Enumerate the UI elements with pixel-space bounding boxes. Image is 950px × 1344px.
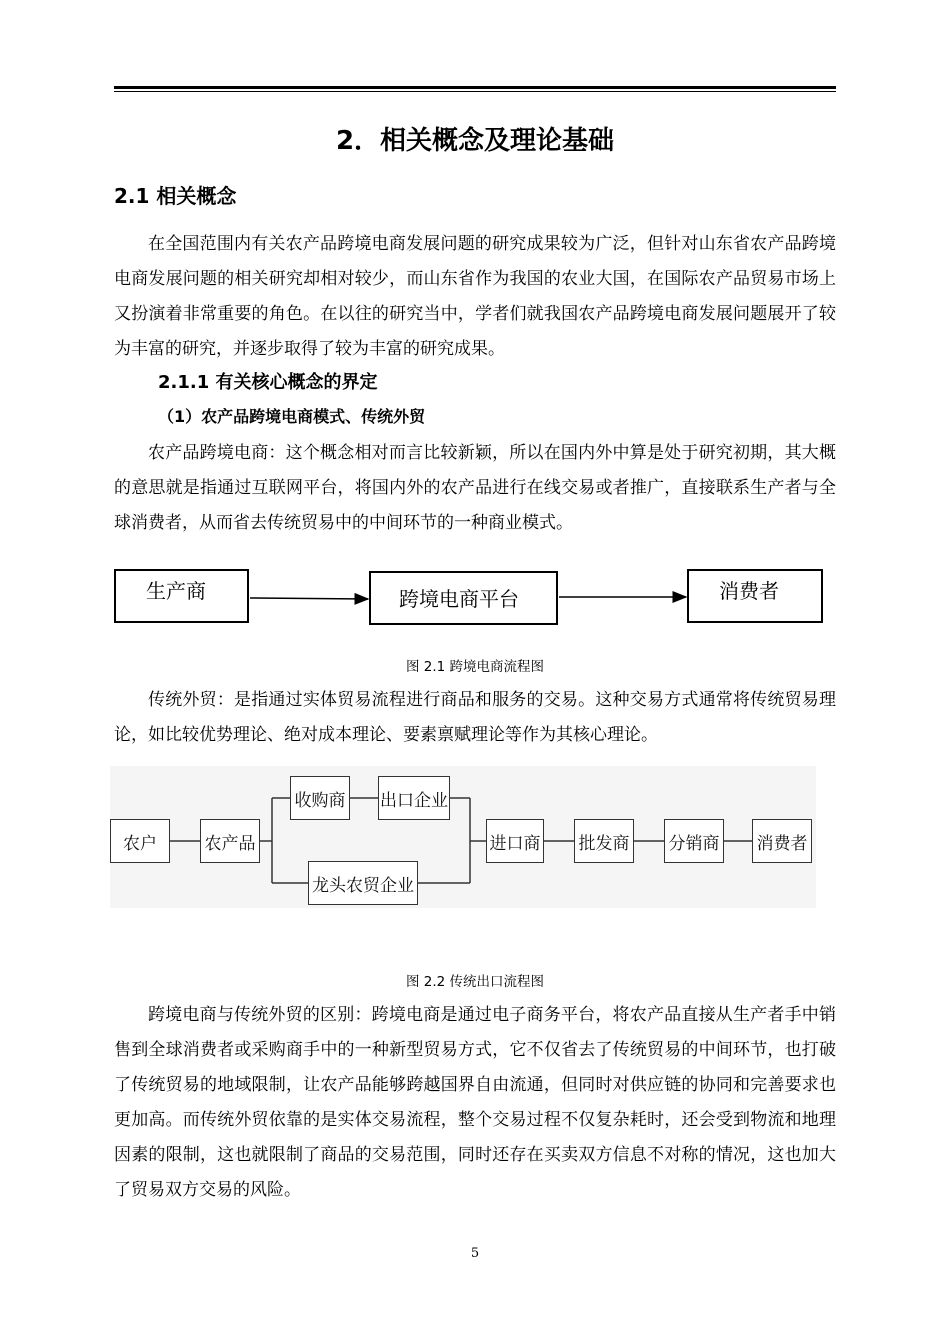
paragraph-intro: 在全国范围内有关农产品跨境电商发展问题的研究成果较为广泛，但针对山东省农产品跨境电商发展问题的相关研究却相对较少，而山东省作为我国的农业大国，在国际农产品贸易市场上又扮演着非常重要的角色。在以往的研究当中，学者们就我国农产品跨境电商发展问题展开了较为丰富的研究，并逐步取得了较为丰富的研究成果。 — [114, 234, 836, 359]
paragraph-traditional-trade-definition: 传统外贸：是指通过实体贸易流程进行商品和服务的交易。这种交易方式通常将传统贸易理论，如比较优势理论、绝对成本理论、要素禀赋理论等作为其核心理论。 — [114, 690, 836, 745]
figure2-caption: 图 2.2 传统出口流程图 — [405, 974, 545, 990]
export-label-purchaser: 收购商 — [294, 790, 346, 811]
export-box-distributor — [664, 819, 724, 863]
arrow-producer-to-platform — [250, 598, 368, 599]
export-label-leading-enterprise: 龙头农贸企业 — [312, 875, 414, 896]
export-box-farmer — [110, 819, 170, 863]
paragraph-differences: 跨境电商与传统外贸的区别：跨境电商是通过电子商务平台，将农产品直接从生产者手中销售到全球消费者或采购商手中的一种新型贸易方式，它不仅省去了传统贸易的中间环节，也打破了传统贸易的地域限制，让农产品能够跨越国界自由流通，但同时对供应链的协同和完善要求也更加高。而传统外贸依靠的是实体交易流程，整个交易过程不仅复杂耗时，还会受到物流和地理因素的限制，这也就限制了商品的交易范围，同时还存在买卖双方信息不对称的情况，这也加大了贸易双方交易的风险。 — [114, 1005, 836, 1200]
export-label-products: 农产品 — [204, 833, 256, 854]
header-rule-thick — [114, 86, 836, 89]
export-label-importer: 进口商 — [489, 833, 541, 854]
figure-traditional-export-flow — [110, 766, 816, 908]
export-label-distributor: 分销商 — [668, 833, 720, 854]
page-number: 5 — [470, 1246, 480, 1261]
section-heading: 2.1 相关概念 — [114, 184, 237, 208]
export-label-farmer: 农户 — [123, 833, 157, 854]
subsection-heading: 2.1.1 有关核心概念的界定 — [158, 372, 378, 393]
export-label-exporter: 出口企业 — [380, 790, 448, 811]
flow-arrows — [0, 570, 950, 630]
export-box-wholesaler — [574, 819, 634, 863]
export-box-exporter — [378, 776, 450, 820]
flow-label-consumer: 消费者 — [719, 579, 779, 603]
subsubsection-heading: （1）农产品跨境电商模式、传统外贸 — [158, 407, 426, 426]
export-box-leading-enterprise — [308, 861, 418, 905]
header-rule-thin — [114, 91, 836, 92]
figure1-caption: 图 2.1 跨境电商流程图 — [405, 659, 545, 675]
export-label-wholesaler: 批发商 — [578, 833, 630, 854]
chapter-title: 2．相关概念及理论基础 — [335, 126, 615, 156]
flow-label-platform: 跨境电商平台 — [399, 587, 519, 611]
export-box-purchaser — [290, 776, 350, 820]
flow-label-producer: 生产商 — [146, 579, 206, 603]
paragraph-cross-border-definition: 农产品跨境电商：这个概念相对而言比较新颖，所以在国内外中算是处于研究初期，其大概的意思就是指通过互联网平台，将国内外的农产品进行在线交易或者推广，直接联系生产者与全球消费者，从而省去传统贸易中的中间环节的一种商业模式。 — [114, 443, 836, 533]
export-box-importer — [486, 819, 544, 863]
export-box-products — [200, 819, 260, 863]
export-label-consumer: 消费者 — [756, 833, 808, 854]
export-box-consumer — [752, 819, 812, 863]
